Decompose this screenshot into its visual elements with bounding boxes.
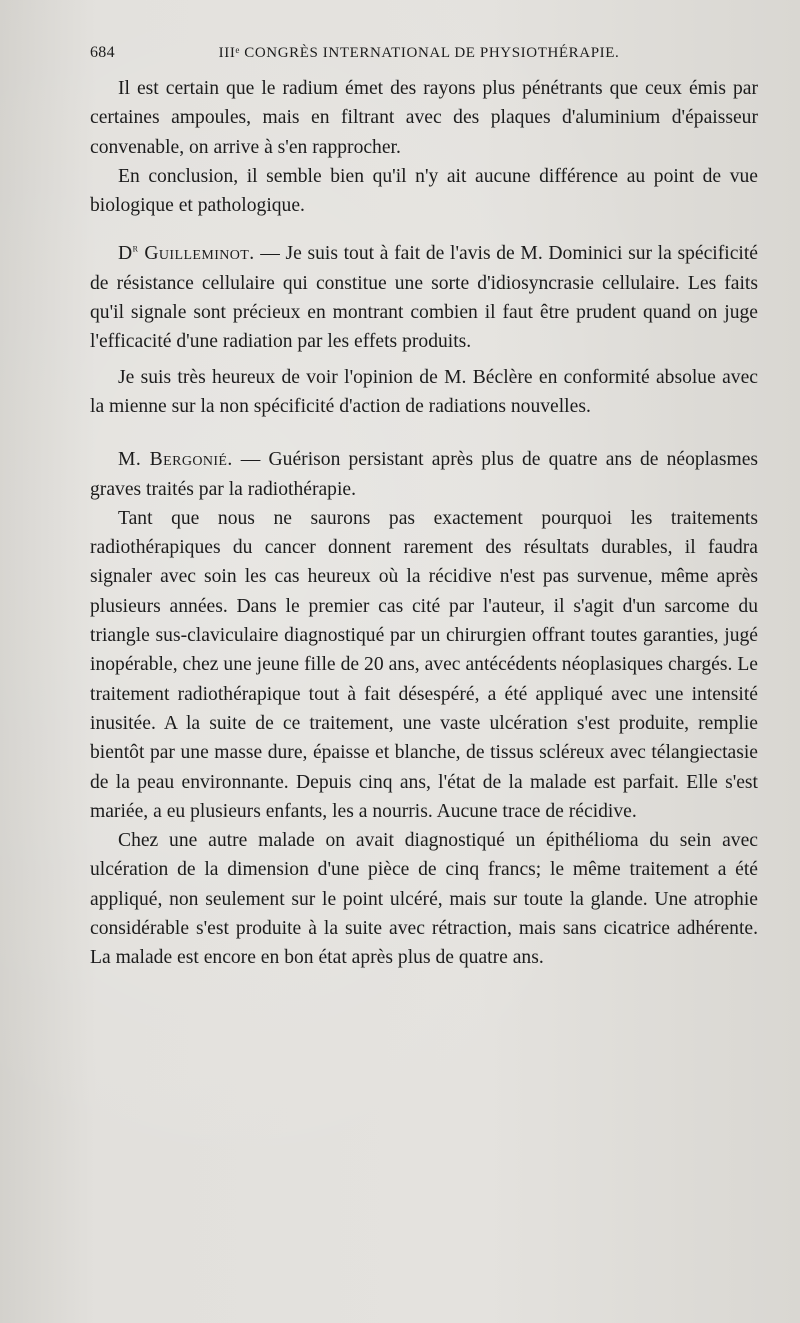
speaker-title-superscript: r [132, 240, 139, 255]
page-number: 684 [90, 44, 115, 61]
paragraph-bergonie [90, 445, 758, 504]
speaker-guilleminot [118, 240, 255, 265]
speaker-bergonie: M. Bergonié. [118, 449, 233, 471]
paragraph-first-case: Tant que nous ne saurons pas exactement pourquoi les traitements radiothérapiques du cancer donnent rarement des résultats durables, il faudra signaler avec soin les cas heureux où la récidive n'est pas survenue, même après plusieurs années. Dans le premier cas cité par l'auteur, il s'agit d'un sarcome du triangle sus-claviculaire diagnostiqué par un chirurgien offrant toutes garanties, jugé inopérable, chez une jeune fille de 20 ans, avec antécédents néoplasiques chargés. Le traitement radiothérapique tout à fait désespéré, a été appliqué avec une intensité inusitée. A la suite de ce traitement, une vaste ulcération s'est produite, remplie bientôt par une masse dure, épaisse et blanche, de tissus scléreux avec télangiectasie de la peau environnante. Depuis cinq ans, l'état de la malade est parfait. Elle s'est mariée, a eu plusieurs enfants, les a nourris. Aucune trace de récidive. [90, 507, 758, 822]
header-title: IIIᵉ CONGRÈS INTERNATIONAL DE PHYSIOTHÉRAPIE. [218, 45, 620, 61]
paragraph-beclere-opinion: Je suis très heureux de voir l'opinion de M. Béclère en conformité absolue avec la mienne sur la non spécificité d'action de radiations nouvelles. [90, 366, 758, 417]
speaker-surname: Guilleminot. [138, 243, 255, 265]
paragraph-conclusion: En conclusion, il semble bien qu'il n'y ait aucune différence au point de vue biologique et pathologique. [90, 165, 758, 217]
guilleminot-remarks: — Je suis tout à fait de l'avis de M. Dominici sur la spécificité de résistance cellulaire qui constitue une sorte d'idiosyncrasie cellulaire. Les faits qu'il signale sont précieux en montrant combien il faut être prudent quand on juge l'efficacité d'une radiation par les effets produits. [90, 243, 758, 353]
speaker-title-prefix: D [118, 243, 133, 265]
paragraph-guilleminot [90, 239, 758, 356]
running-header [90, 44, 758, 62]
body-text [90, 74, 758, 973]
paragraph-radium-penetration: Il est certain que le radium émet des rayons plus pénétrants que ceux émis par certaines ampoules, mais en filtrant avec des plaques d'aluminium d'épaisseur convenable, on arrive à s'en rapprocher. [90, 78, 758, 158]
paragraph-second-case: Chez une autre malade on avait diagnostiqué un épithélioma du sein avec ulcération de la dimension d'une pièce de cinq francs; le même traitement a été appliqué, non seulement sur le point ulcéré, mais sur toute la glande. Une atrophie considérable s'est produite à la suite avec rétraction, mais sans cicatrice adhérente. La malade est encore en bon état après plus de quatre ans. [90, 830, 758, 969]
bergonie-title: — Guérison persistant après plus de quatre ans de néoplasmes graves traités par la radiothérapie. [90, 449, 759, 500]
